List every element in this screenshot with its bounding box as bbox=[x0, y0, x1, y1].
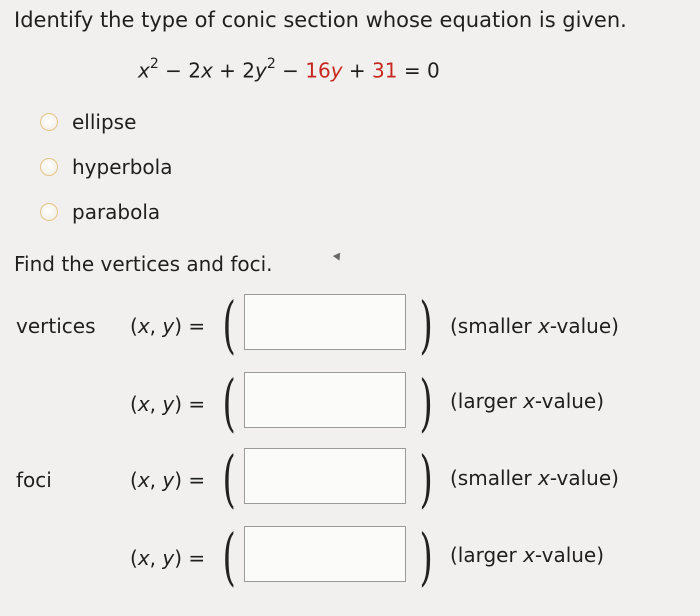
radio-button[interactable] bbox=[40, 158, 58, 176]
close-paren: ) bbox=[419, 520, 433, 593]
close-paren: ) bbox=[419, 288, 433, 361]
option-parabola[interactable] bbox=[40, 200, 160, 224]
hint-larger-x: (larger x-value) bbox=[450, 389, 605, 413]
radio-button[interactable] bbox=[40, 113, 58, 131]
vertices-label: vertices bbox=[16, 314, 96, 338]
option-hyperbola[interactable] bbox=[40, 155, 172, 179]
open-paren: ( bbox=[222, 520, 236, 593]
close-paren: ) bbox=[419, 366, 433, 439]
vertex-larger-x-input[interactable] bbox=[244, 372, 406, 428]
focus-larger-x-input[interactable] bbox=[244, 526, 406, 582]
find-prompt: Find the vertices and foci. bbox=[14, 252, 273, 276]
close-paren: ) bbox=[419, 442, 433, 515]
xy-equals-label: (x, y) = bbox=[130, 468, 206, 492]
option-label: parabola bbox=[72, 200, 161, 224]
xy-equals-label: (x, y) = bbox=[130, 392, 206, 416]
question-text: Identify the type of conic section whose equation is given. bbox=[14, 8, 627, 32]
open-paren: ( bbox=[222, 288, 236, 361]
conic-equation: $x^2 - 2x + 2y^2 - 16y + 31 = 0$ bbox=[138, 56, 440, 83]
option-label: hyperbola bbox=[72, 155, 173, 179]
option-label: ellipse bbox=[72, 110, 137, 134]
hint-larger-x: (larger x-value) bbox=[450, 543, 605, 567]
xy-equals-label: (x, y) = bbox=[130, 546, 206, 570]
hint-smaller-x: (smaller x-value) bbox=[450, 314, 619, 338]
option-ellipse[interactable] bbox=[40, 110, 136, 134]
radio-button[interactable] bbox=[40, 203, 58, 221]
focus-smaller-x-input[interactable] bbox=[244, 448, 406, 504]
open-paren: ( bbox=[222, 442, 236, 515]
cursor-arrow-icon bbox=[333, 253, 343, 263]
vertex-smaller-x-input[interactable] bbox=[244, 294, 406, 350]
foci-label: foci bbox=[16, 468, 52, 492]
xy-equals-label: (x, y) = bbox=[130, 314, 206, 338]
open-paren: ( bbox=[222, 366, 236, 439]
hint-smaller-x: (smaller x-value) bbox=[450, 466, 619, 490]
